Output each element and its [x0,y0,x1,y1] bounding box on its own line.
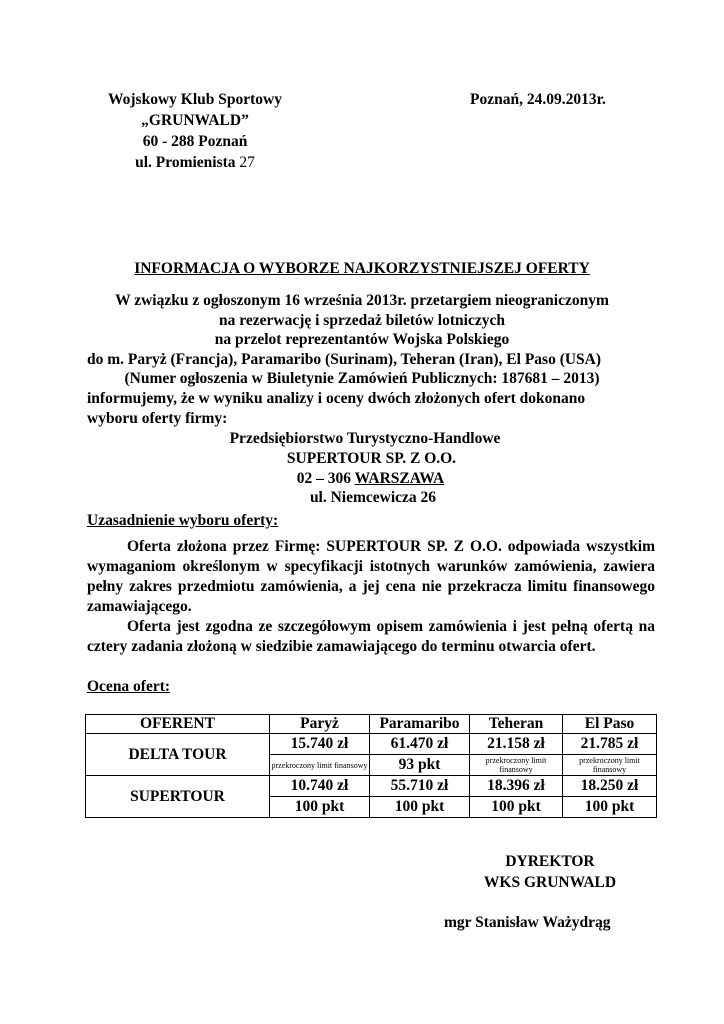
table-row [86,734,657,755]
firm-company: SUPERTOUR SP. Z O.O. [286,449,457,467]
intro-text [0,291,724,428]
score-cell: przekroczony limit finansowy [470,755,563,776]
firm-street: ul. Niemcewicza 26 [309,489,437,507]
signature-block [440,851,660,893]
intro-line: na rezerwację i sprzedaż biletów lotniczych [219,311,505,329]
document-title: INFORMACJA O WYBORZE NAJKORZYSTNIEJSZEJ OFERTY [134,260,590,277]
score-cell: 100 pkt [563,797,657,818]
price-cell: 10.740 zł [270,776,370,797]
intro-line: do m. Paryż (Francja), Paramaribo (Surinam), Teheran (Iran), El Paso (USA) [87,350,602,368]
column-header: OFERENT [86,715,270,734]
sender-postcode: 60 - 288 Poznań [142,133,248,150]
score-cell: przekroczony limit finansowy [563,755,657,776]
score-cell: 100 pkt [470,797,563,818]
price-cell: 15.740 zł [270,734,370,755]
column-header: El Paso [563,715,657,734]
column-header: Paryż [270,715,370,734]
evaluation-heading: Ocena ofert: [87,678,171,695]
intro-line: wyboru oferty firmy: [87,409,228,427]
intro-line: (Numer ogłoszenia w Biuletynie Zamówień Publicznych: 187681 – 2013) [124,370,600,388]
price-cell: 61.470 zł [370,734,470,755]
offerer-name: DELTA TOUR [86,734,270,776]
offers-table [85,714,657,818]
table-row [86,776,657,797]
justification-paragraph [87,537,655,617]
sender-street-label: ul. Promienista [135,154,236,171]
intro-line: informujemy, że w wyniku analizy i oceny dwóch złożonych ofert dokonano [87,389,586,407]
score-cell: przekroczony limit finansowy [270,755,370,776]
place-date: Poznań, 24.09.2013r. [470,91,606,108]
sender-club: „GRUNWALD” [141,112,249,129]
price-cell: 21.785 zł [563,734,657,755]
price-cell: 55.710 zł [370,776,470,797]
sender-street [0,152,390,173]
score-cell: 93 pkt [370,755,470,776]
column-header: Paramaribo [370,715,470,734]
table-header-row [86,715,657,734]
column-header: Teheran [470,715,563,734]
signer-name: mgr Stanisław Ważydrąg [444,914,611,931]
justification-text: Oferta jest zgodna ze szczegółowym opisem zamówienia i jest pełną ofertą na cztery zadania złożoną w siedzibie zamawiającego do terminu otwarcia ofert. [87,618,655,655]
price-cell: 21.158 zł [470,734,563,755]
signer-role: DYREKTOR [505,853,595,870]
intro-line: W związku z ogłoszonym 16 września 2013r. przetargiem nieograniczonym [115,292,609,309]
score-cell: 100 pkt [270,797,370,818]
selected-firm [0,429,724,508]
justification-paragraph [87,617,655,657]
intro-line: na przelot reprezentantów Wojska Polskiego [214,331,510,349]
justification-text: Oferta złożona przez Firmę: SUPERTOUR SP. Z O.O. odpowiada wszystkim wymaganiom określonym w specyfikacji istotnych warunków zamówienia, zawiera pełny zakres przedmiotu zamówienia, a jej cena nie przekracza limitu finansowego zamawiającego. [87,538,655,615]
offerer-name: SUPERTOUR [86,776,270,818]
firm-postcode: 02 – 306 [296,469,352,487]
score-cell: 100 pkt [370,797,470,818]
sender-name: Wojskowy Klub Sportowy [108,91,282,108]
price-cell: 18.250 zł [563,776,657,797]
price-cell: 18.396 zł [470,776,563,797]
firm-name: Przedsiębiorstwo Turystyczno-Handlowe [229,430,501,447]
firm-city: WARSZAWA [354,469,445,487]
sender-street-number: 27 [239,154,255,171]
signer-organization: WKS GRUNWALD [483,874,617,891]
firm-city-line [0,469,724,489]
sender-address [0,89,390,173]
justification-heading: Uzasadnienie wyboru oferty: [87,512,279,529]
